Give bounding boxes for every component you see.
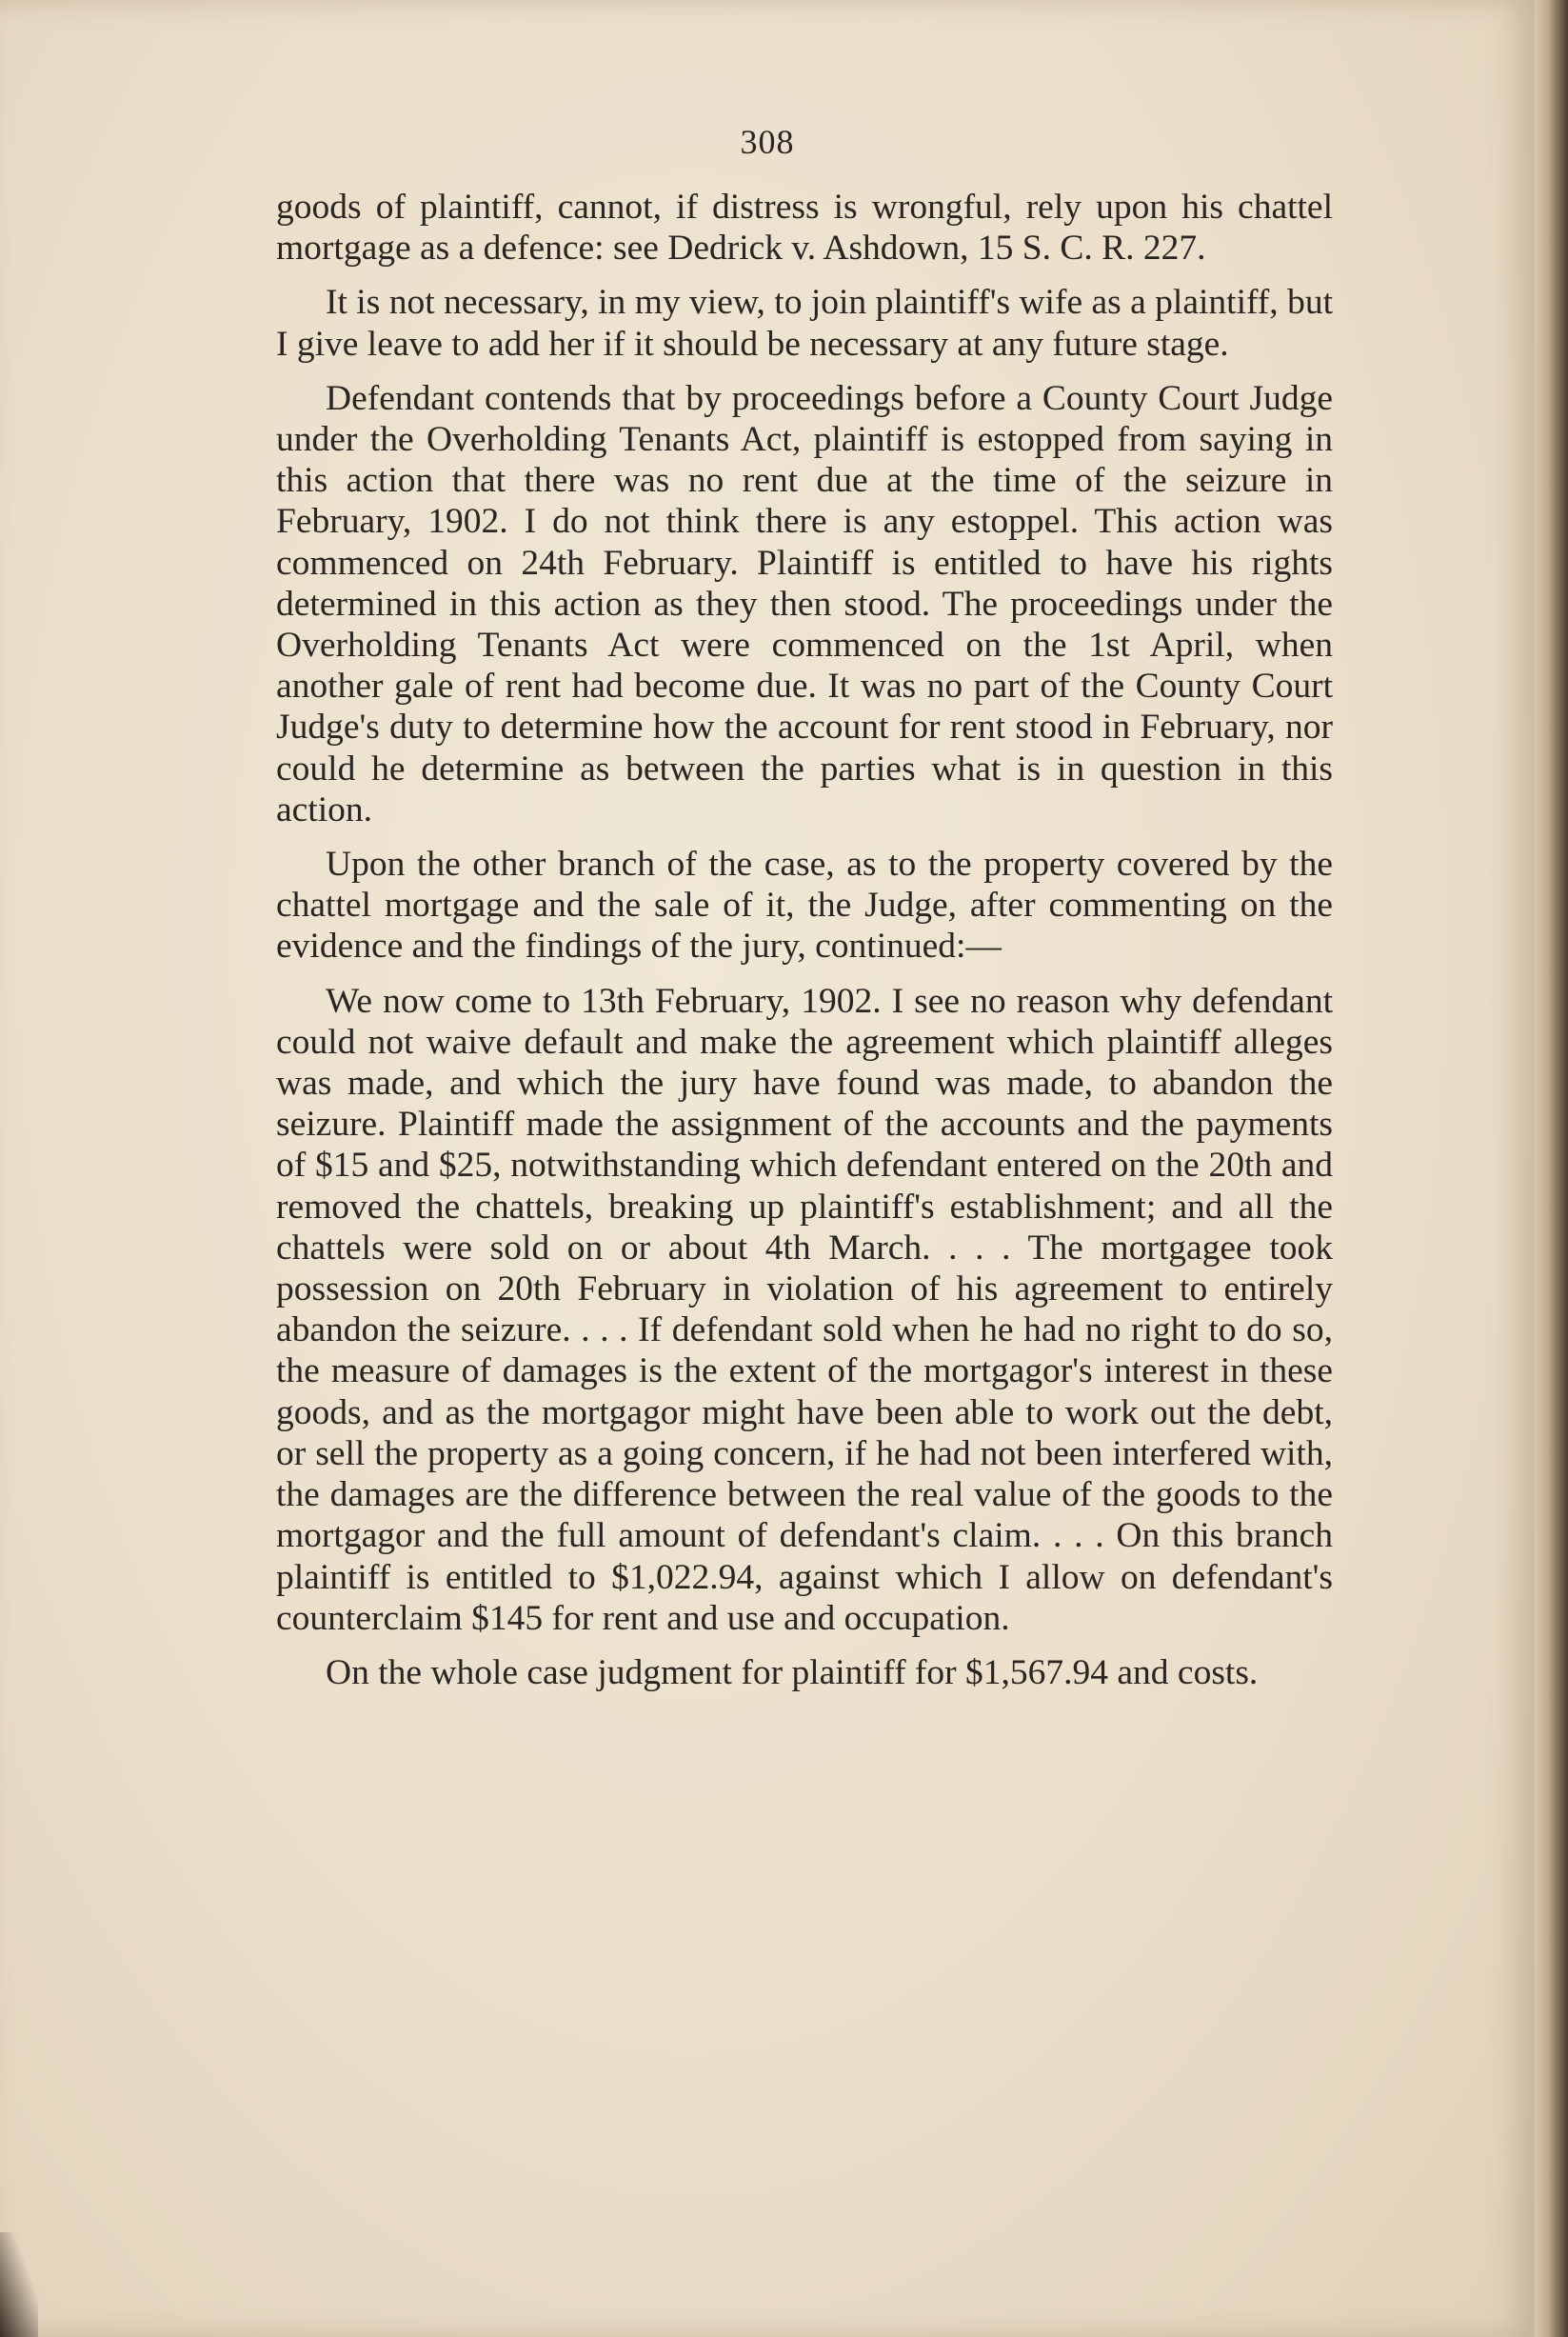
paragraph-6: On the whole case judgment for plaintiff for $1,567.94 and costs. bbox=[326, 1652, 1259, 1692]
page-edge bbox=[1535, 0, 1568, 2337]
paragraph-5: We now come to 13th February, 1902. I see no reason why defendant could not waive default and make the agreement which plaintiff alleges was made, and which the jury have found was made, to abandon the seizure. Plaintiff made the assignment of the accounts and the payments of $15 and $25, notwithstanding which defendant entered on the 20th and removed the chattels, breaking up plaintiff's establishment; and all the chattels were sold on or about 4th March. . . . The mortgagee took possession on 20th February in violation of his agreement to entirely abandon the seizure. . . . If defendant sold when he had no right to do so, the measure of damages is the extent of the mortgagor's interest in these goods, and as the mortgagor might have been able to work out the debt, or sell the property as a going concern, if he had not been interfered with, the damages are the difference between the real value of the goods to the mortgagor and the full amount of defendant's claim. . . . On this branch plaintiff is entitled to $1,022.94, against which I allow on defendant's counterclaim $145 for rent and use and occupation. bbox=[276, 981, 1333, 1638]
body-text bbox=[276, 187, 1333, 1707]
paragraph-4: Upon the other branch of the case, as to the property covered by the chattel mortgage and the sale of it, the Judge, after commenting on the evidence and the findings of the jury, continued:— bbox=[276, 845, 1333, 967]
page-number: 308 bbox=[740, 123, 795, 161]
paragraph-3: Defendant contends that by proceedings before a County Court Judge under the Overholding Tenants Act, plaintiff is estopped from saying in this action that there was no rent due at the time of the seizure in February, 1902. I do not think there is any estoppel. This action was commenced on 24th February. Plaintiff is entitled to have his rights determined in this action as they then stood. The proceedings under the Overholding Tenants Act were commenced on the 1st April, when another gale of rent had become due. It was no part of the County Court Judge's duty to determine how the account for rent stood in February, nor could he determine as between the parties what is in question in this action. bbox=[276, 378, 1333, 829]
paragraph-2: It is not necessary, in my view, to join plaintiff's wife as a plaintiff, but I give leave to add her if it should be necessary at any future stage. bbox=[276, 283, 1333, 364]
paragraph-1: goods of plaintiff, cannot, if distress is wrongful, rely upon his chattel mortgage as a defence: see Dedrick v. Ashdown, 15 S. C. R. 227. bbox=[276, 188, 1333, 269]
corner-shadow bbox=[0, 2232, 38, 2337]
